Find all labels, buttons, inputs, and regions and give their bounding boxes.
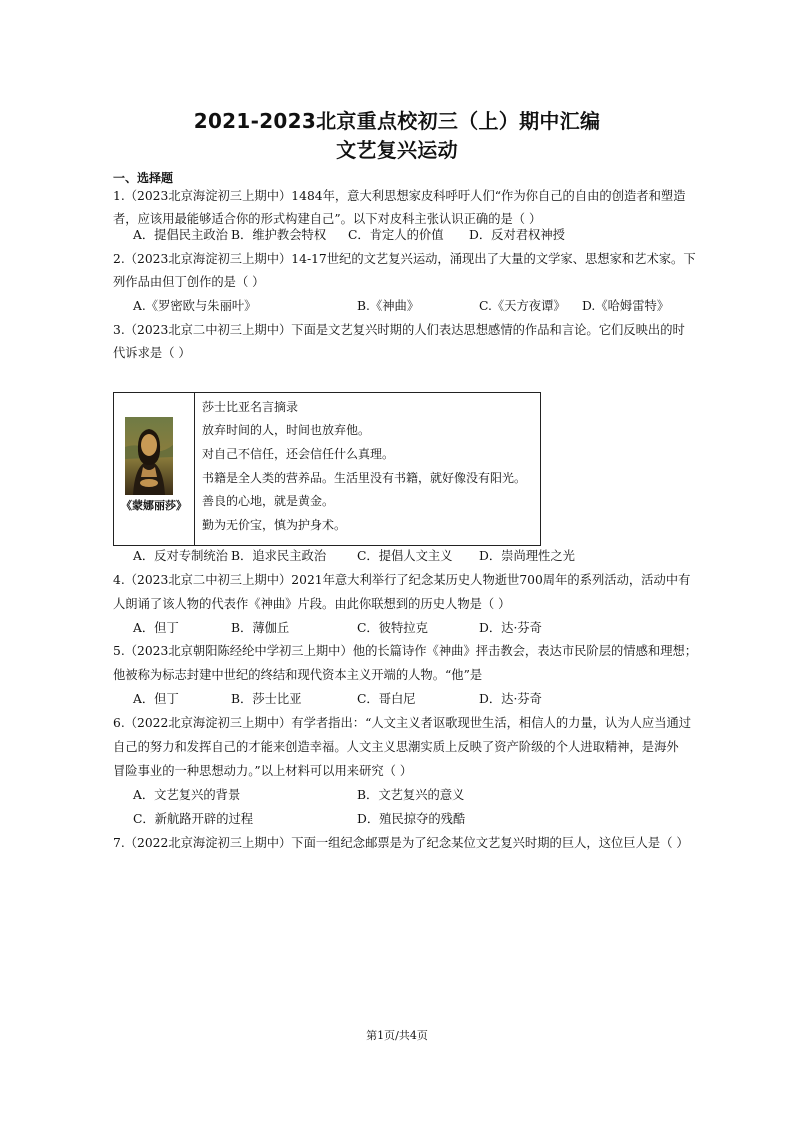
table-divider — [194, 393, 195, 545]
question-5-option-b: B．莎士比亚 — [231, 692, 302, 706]
question-3-option-c: C．提倡人文主义 — [357, 549, 453, 563]
image-caption: 《蒙娜丽莎》 — [121, 499, 187, 512]
question-5-option-a: A．但丁 — [133, 692, 179, 706]
question-5-line-1: 5.（2023北京朝阳陈经纶中学初三上期中）他的长篇诗作《神曲》抨击教会，表达市民阶层的情感和理想； — [113, 644, 698, 658]
question-2-option-b: B.《神曲》 — [357, 299, 420, 313]
quote-1: 放弃时间的人，时间也放弃他。 — [202, 423, 371, 437]
mona-lisa-image — [125, 417, 173, 495]
quote-3: 书籍是全人类的营养品。生活里没有书籍，就好像没有阳光。 — [202, 471, 527, 485]
document-title: 2021-2023北京重点校初三（上）期中汇编 — [193, 109, 601, 133]
question-6-line-1: 6.（2022北京海淀初三上期中）有学者指出：“人文主义者讴歌现世生活，相信人的力量，认为人应当通过 — [113, 716, 692, 730]
question-4-option-d: D．达·芬奇 — [479, 621, 542, 635]
question-4-option-a: A．但丁 — [133, 621, 179, 635]
question-6-line-3: 冒险事业的一种思想动力。”以上材料可以用来研究（ ） — [113, 764, 413, 778]
document-subtitle: 文艺复兴运动 — [336, 138, 458, 162]
question-5-option-d: D．达·芬奇 — [479, 692, 542, 706]
question-2-option-d: D.《哈姆雷特》 — [582, 299, 670, 313]
question-3-option-b: B．追求民主政治 — [231, 549, 327, 563]
question-2-line-2: 列作品由但丁创作的是（ ） — [113, 275, 265, 289]
question-4-line-2: 人朗诵了该人物的代表作《神曲》片段。由此你联想到的历史人物是（ ） — [113, 597, 511, 611]
question-6-option-b: B．文艺复兴的意义 — [357, 788, 465, 802]
question-2-line-1: 2.（2023北京海淀初三上期中）14-17世纪的文艺复兴运动，涌现出了大量的文学家、思想家和艺术家。下 — [113, 252, 696, 266]
question-4-option-c: C．彼特拉克 — [357, 621, 428, 635]
question-6-option-a: A．文艺复兴的背景 — [133, 788, 241, 802]
question-6-line-2: 自己的努力和发挥自己的才能来创造幸福。人文主义思潮实质上反映了资产阶级的个人进取精神，是海外 — [113, 740, 679, 754]
question-4-line-1: 4.（2023北京二中初三上期中）2021年意大利举行了纪念某历史人物逝世700周年的系列活动，活动中有 — [113, 573, 691, 587]
question-3-option-a: A．反对专制统治 — [133, 549, 228, 563]
question-3-line-1: 3.（2023北京二中初三上期中）下面是文艺复兴时期的人们表达思想感情的作品和言论。它们反映出的时 — [113, 323, 685, 337]
question-1-option-d: D．反对君权神授 — [469, 228, 565, 242]
question-3-line-2: 代诉求是（ ） — [113, 346, 191, 360]
question-5-line-2: 他被称为标志封建中世纪的终结和现代资本主义开端的人物。“他”是 — [113, 668, 483, 682]
question-1-option-b: B．维护教会特权 — [231, 228, 327, 242]
quote-2: 对自己不信任，还会信任什么真理。 — [202, 447, 395, 461]
question-4-option-b: B．薄伽丘 — [231, 621, 290, 635]
question-3-material-table — [113, 392, 541, 546]
quote-5: 勤为无价宝，慎为护身术。 — [202, 518, 347, 532]
page-number: 第1页/共4页 — [366, 1029, 428, 1042]
question-1-line-2: 者，应该用最能够适合你的形式构建自己”。以下对皮科主张认识正确的是（ ） — [113, 212, 542, 226]
question-3-option-d: D．崇尚理性之光 — [479, 549, 575, 563]
question-2-option-a: A.《罗密欧与朱丽叶》 — [133, 299, 257, 313]
question-6-option-d: D．殖民掠夺的残酷 — [357, 812, 466, 826]
question-1-line-1: 1.（2023北京海淀初三上期中）1484年，意大利思想家皮科呼吁人们“作为你自己的自由的创造者和塑造 — [113, 189, 686, 203]
question-2-option-c: C.《天方夜谭》 — [479, 299, 566, 313]
quote-title: 莎士比亚名言摘录 — [202, 400, 299, 414]
question-1-option-a: A．提倡民主政治 — [133, 228, 228, 242]
question-6-option-c: C．新航路开辟的过程 — [133, 812, 254, 826]
question-5-option-c: C．哥白尼 — [357, 692, 416, 706]
question-1-option-c: C．肯定人的价值 — [348, 228, 444, 242]
section-label: 一、选择题 — [113, 171, 174, 185]
quote-4: 善良的心地，就是黄金。 — [202, 494, 335, 508]
question-7-line-1: 7.（2022北京海淀初三上期中）下面一组纪念邮票是为了纪念某位文艺复兴时期的巨人，这位巨人是（ ） — [113, 836, 689, 850]
